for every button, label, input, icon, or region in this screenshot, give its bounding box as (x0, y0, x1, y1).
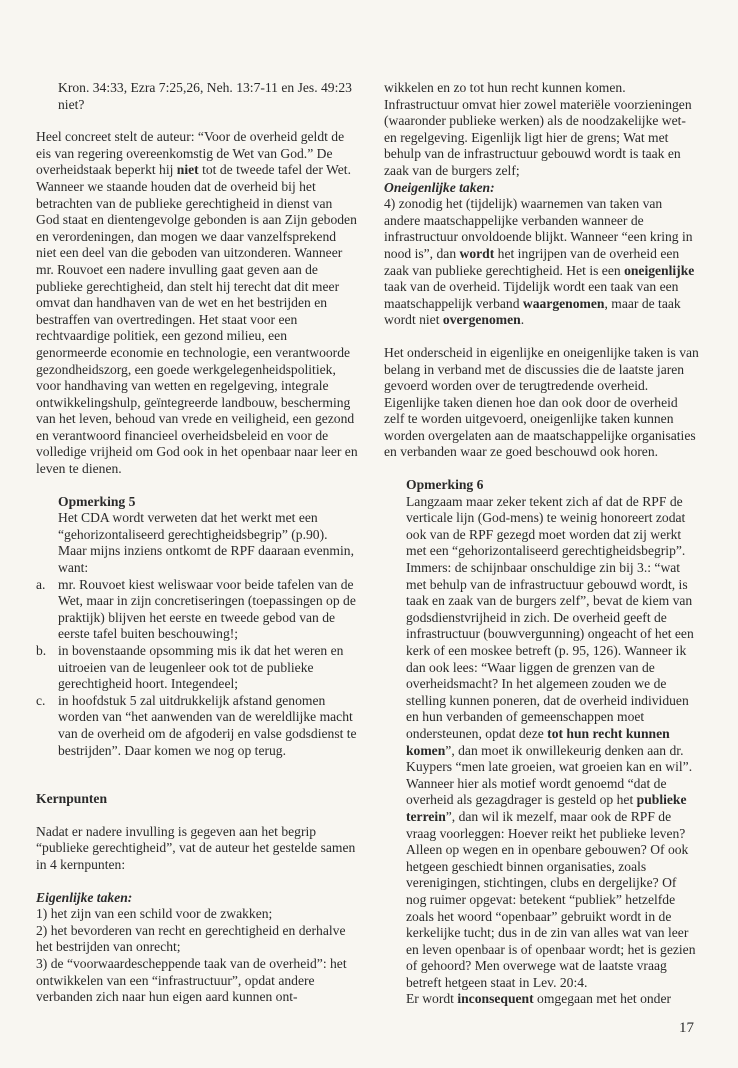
eigenlijke-taken-heading: Eigenlijke taken: (36, 889, 133, 905)
oneigenlijke-taken-heading: Oneigenlijke taken: (384, 179, 495, 195)
remark-6-heading: Opmerking 6 (406, 477, 484, 493)
emphasis-niet: niet (176, 162, 199, 178)
list-item: a. mr. Rouvoet kiest weliswaar voor beide tafelen van de Wet, maar in zijn concretiseringen (toepassingen op de praktijk) blijven het eerste en tweede gebod van de eerste tafel buiten beschouwing!; (36, 576, 356, 642)
list-item: c. in hoofdstuk 5 zal uitdrukkelijk afstand genomen worden van “het aanwenden van de wereldlijke macht van de overheid om de afgoderij en valse godsdienst te bestrijden”. Daar komen we nog op terug. (36, 692, 357, 758)
remark-5-text: Het CDA wordt verweten dat het werkt met een “gehorizontaliseerd gerechtigheidsbegrip” (p.90). Maar mijns inziens ontkomt de RPF daaraan evenmin, want: (58, 510, 354, 576)
onderscheid-paragraph: Het onderscheid in eigenlijke en oneigenlijke taken is van belang in verband met de discussies die de laatste jaren gevoerd worden over de terugtredende overheid. Eigenlijke taken dienen hoe dan ook door de overheid zelf te worden uitgevoerd, oneigenlijke taken kunnen worden overgelaten aan de maatschappelijke organisaties en verbanden waar ze goed beschouwd ook horen. (384, 344, 699, 460)
list-item: b. in bovenstaande opsomming mis ik dat het weren en uitroeien van de leugenleer ook tot de publieke gerechtigheid hoort. Integendeel; (36, 643, 344, 692)
reference-paragraph: Kron. 34:33, Ezra 7:25,26, Neh. 13:7-11 en Jes. 49:23 niet? (58, 80, 352, 112)
right-column (384, 80, 700, 1008)
intro-paragraph: Heel concreet stelt de auteur: “Voor de overheid geldt de eis van regering overeenkomstig de Wet van God.” De overheidstaak beperkt hij niet tot de tweede tafel der Wet. Wanneer we staande houden dat de overheid bij het betrachten van de publieke gerechtigheid in dienst van God staat en dientengevolge gebonden is aan Zijn geboden en verordeningen, dan mogen we daar vanzelfsprekend niet een deel van die geboden van uitzonderen. Wanneer mr. Rouvoet een nadere invulling gaat geven aan de publieke gerechtigheid, dan stelt hij terecht dat dit meer omvat dan handhaven van de wet en het bestrijden en bestraffen van overtredingen. Het staat voor een rechtvaardige politiek, een gezond milieu, een genormeerde economie en technologie, een verantwoorde gezondheidszorg, een goede werkgelegenheidspolitiek, voor handhaving van wetten en regelgeving, integrale ontwikkelingshulp, geïntegreerde landbouw, bescherming van het leven, behoud van vrede en veiligheid, een gezond en verantwoord financieel overheidsbeleid en voor de volledige vrijheid om God ook in het openbaar naar leer en leven te dienen. (36, 129, 358, 477)
remark-5-heading: Opmerking 5 (58, 493, 136, 509)
kernpunten-intro: Nadat er nadere invulling is gegeven aan het begrip “publieke gerechtigheid”, vat de auteur het gestelde samen in 4 kernpunten: (36, 823, 356, 872)
page-number: 17 (679, 1020, 694, 1036)
remark-6-text: Langzaam maar zeker tekent zich af dat de RPF de verticale lijn (God-mens) te weinig honoreert zodat ook van de RPF gezegd moet worden dat zij werkt met een “gehorizontaliseerd gerechtigheidsbegrip”. Immers: de schijnbaar onschuldige zin bij 3.: “wat met behulp van de infrastructuur gebouwd wordt, is taak en zaak van de burgers zelf”, bevat de kiem van godsdienstvrijheid in zich. De overheid geeft de infrastructuur (bouwvergunning) ongeacht of het een kerk of een moskee betreft (p. 95, 126). Wanneer ik dan ook lees: “Waar liggen de grenzen van de overheidsmacht? In het algemeen zouden we de stelling kunnen poneren, dat de overheid individuen en hun verbanden of gemeenschappen moet ondersteunen, opdat deze tot hun recht kunnen komen”, dan moet ik onwillekeurig denken aan dr. Kuypers “men late groeien, wat groeien kan en wil”. Wanneer hier als motief wordt genoemd “dat de overheid als gezagdrager is gesteld op het publieke terrein”, dan wil ik mezelf, maar ook de RPF de vraag voorleggen: Hoever reikt het publieke leven? Alleen op wegen en in openbare gebouwen? Of ook hetgeen geschiedt binnen organisaties, zoals verenigingen, stichtingen, clubs en dergelijke? Of nog ruimer opgevat: betekent “publiek” hetzelfde zoals het woord “openbaar” gebruikt wordt in de kerkelijke tucht; dus in de zin van alles wat van leer en leven openbaar is of openbaar wordt; het is gezien of gehoord? Men overwege wat de laatste vraag betreft hetgeen staat in Lev. 20:4. (406, 493, 696, 990)
kernpunt-1: 1) het zijn van een schild voor de zwakken; (36, 906, 273, 922)
continuation-paragraph: wikkelen en zo tot hun recht kunnen komen. Infrastructuur omvat hier zowel materiële voorzieningen (waaronder publieke werken) als de noodzakelijke wet- en regelgeving. Eigenlijk ligt hier de grens; Wat met behulp van de infrastructuur gebouwd wordt is taak en zaak van de burgers zelf; (384, 80, 692, 178)
kernpunt-4: 4) zonodig het (tijdelijk) waarnemen van taken van andere maatschappelijke verbanden wanneer de infrastructuur onvoldoende blijkt. Wanneer “een kring in nood is”, dan wordt het ingrijpen van de overheid een zaak van publieke gerechtigheid. Het is een oneigenlijke taak van de overheid. Tijdelijk wordt een taak van een maatschappelijk verband waargenomen, maar de taak wordt niet overgenomen. (384, 196, 695, 328)
left-column (36, 80, 358, 1006)
closing-paragraph: Er wordt inconsequent omgegaan met het onder (406, 991, 672, 1007)
kernpunt-2: 2) het bevorderen van recht en gerechtigheid en derhalve het bestrijden van onrecht; (36, 922, 346, 955)
kernpunten-heading: Kernpunten (36, 791, 108, 807)
kernpunt-3: 3) de “voorwaardescheppende taak van de overheid”: het ontwikkelen van een “infrastructuur”, opdat andere verbanden zich naar hun eigen aard kunnen ont- (36, 955, 347, 1005)
